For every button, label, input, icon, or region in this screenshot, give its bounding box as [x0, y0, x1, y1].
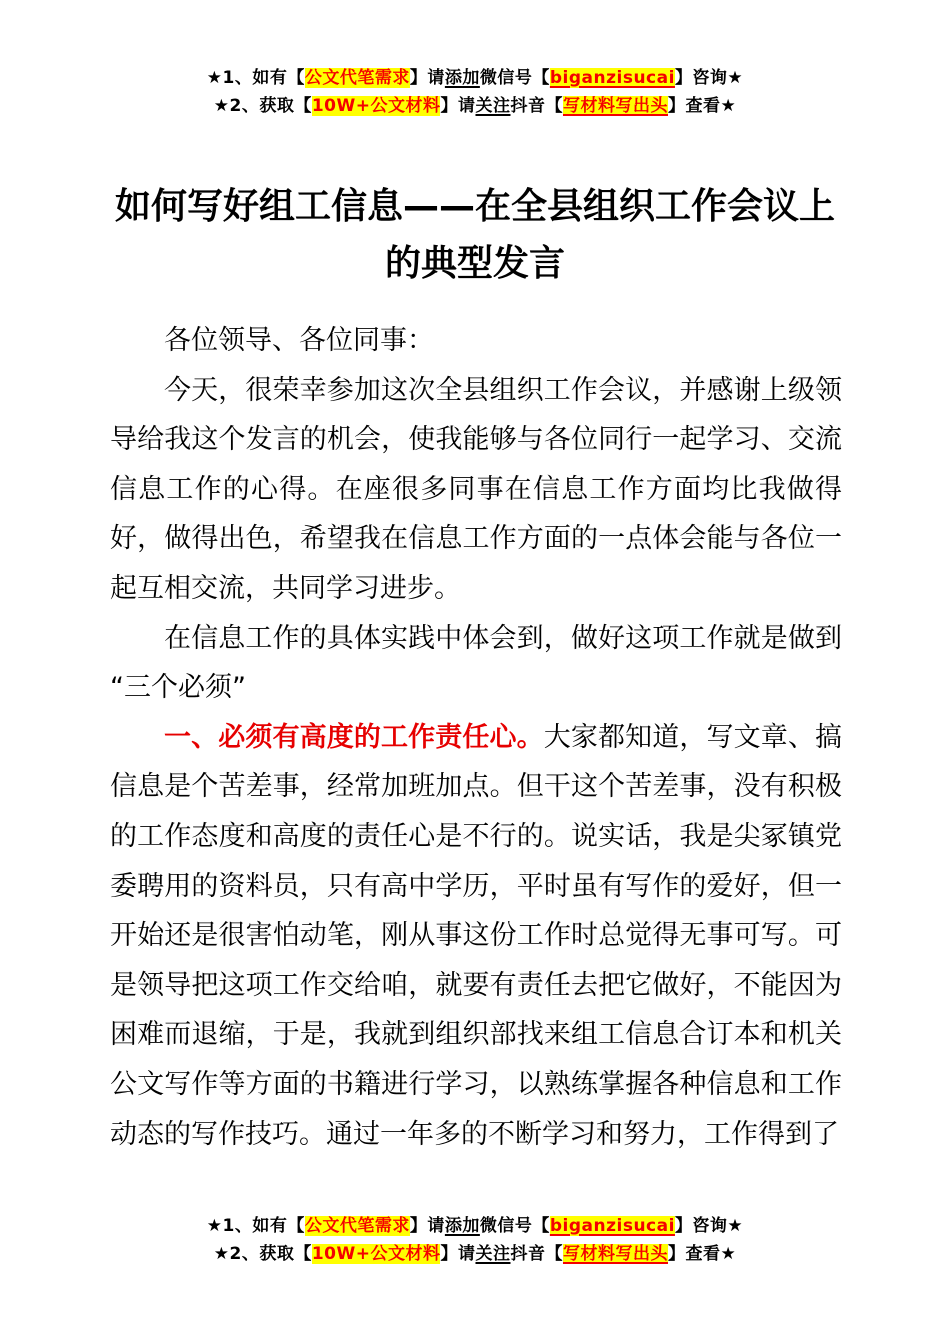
paragraph-salutation — [110, 316, 842, 366]
promo-header — [0, 64, 950, 120]
promo-text: ★2、获取【 — [213, 96, 312, 116]
promo-underline-add: 添加 — [444, 68, 480, 88]
paragraph-text: 在信息工作的具体实践中体会到，做好这项工作就是做到“三个必须” — [110, 622, 842, 704]
promo-text: 】咨询★ — [674, 68, 744, 88]
section-heading-lead: 一、必须有高度的工作责任心。 — [164, 721, 544, 753]
promo-footer-line-2 — [0, 1240, 950, 1268]
promo-text: 】咨询★ — [674, 1216, 744, 1236]
paragraph-three-musts — [110, 614, 842, 713]
promo-text: 】请 — [440, 96, 476, 116]
promo-header-line-1 — [0, 64, 950, 92]
promo-text: 】查看★ — [667, 96, 737, 116]
promo-wechat-id: biganzisucai — [549, 1216, 675, 1236]
promo-text: ★2、获取【 — [213, 1244, 312, 1264]
promo-footer-line-1 — [0, 1212, 950, 1240]
promo-text: 微信号【 — [479, 68, 550, 88]
promo-text: ★1、如有【 — [206, 68, 305, 88]
paragraph-text: 今天，很荣幸参加这次全县组织工作会议，并感谢上级领导给我这个发言的机会，使我能够与各位同行一起学习、交流信息工作的心得。在座很多同事在信息工作方面均比我做得好，做得出色，希望我在信息工作方面的一点体会能与各位一起互相交流，共同学习进步。 — [110, 374, 842, 604]
promo-underline-follow: 关注 — [475, 96, 511, 116]
document-title-line-1: 如何写好组工信息——在全县组织工作会议上 — [114, 186, 835, 227]
promo-underline-follow: 关注 — [475, 1244, 511, 1264]
promo-wechat-id: biganzisucai — [549, 68, 675, 88]
promo-text: 】查看★ — [667, 1244, 737, 1264]
promo-text: 】请 — [409, 1216, 445, 1236]
promo-header-line-2 — [0, 92, 950, 120]
promo-text: 】请 — [409, 68, 445, 88]
promo-text: 抖音【 — [510, 96, 563, 116]
promo-douyin-name: 写材料写出头 — [562, 96, 668, 116]
document-title — [55, 178, 895, 292]
document-body — [110, 316, 842, 1159]
promo-text: ★1、如有【 — [206, 1216, 305, 1236]
paragraph-section-one — [110, 713, 842, 1159]
promo-douyin-name: 写材料写出头 — [562, 1244, 668, 1264]
promo-highlight-service: 公文代笔需求 — [304, 1216, 410, 1236]
promo-highlight-materials: 10W+公文材料 — [311, 1244, 441, 1264]
promo-text: 微信号【 — [479, 1216, 550, 1236]
promo-underline-add: 添加 — [444, 1216, 480, 1236]
promo-text: 抖音【 — [510, 1244, 563, 1264]
paragraph-text: 大家都知道，写文章、搞信息是个苦差事，经常加班加点。但干这个苦差事，没有积极的工作态度和高度的责任心是不行的。说实话，我是尖冢镇党委聘用的资料员，只有高中学历，平时虽有写作的爱好，但一开始还是很害怕动笔，刚从事这份工作时总觉得无事可写。可是领导把这项工作交给咱，就要有责任去把它做好，不能因为困难而退缩，于是，我就到组织部找来组工信息合订本和机关公文写作等方面的书籍进行学习，以熟练掌握各种信息和工作动态的写作技巧。通过一年多的不断学习和努力，工作得到了 — [110, 721, 842, 1150]
document-title-line-2: 的典型发言 — [384, 243, 565, 284]
paragraph-text: 各位领导、各位同事： — [164, 325, 434, 356]
paragraph-intro — [110, 366, 842, 614]
promo-highlight-service: 公文代笔需求 — [304, 68, 410, 88]
promo-highlight-materials: 10W+公文材料 — [311, 96, 441, 116]
promo-footer — [0, 1212, 950, 1268]
promo-text: 】请 — [440, 1244, 476, 1264]
